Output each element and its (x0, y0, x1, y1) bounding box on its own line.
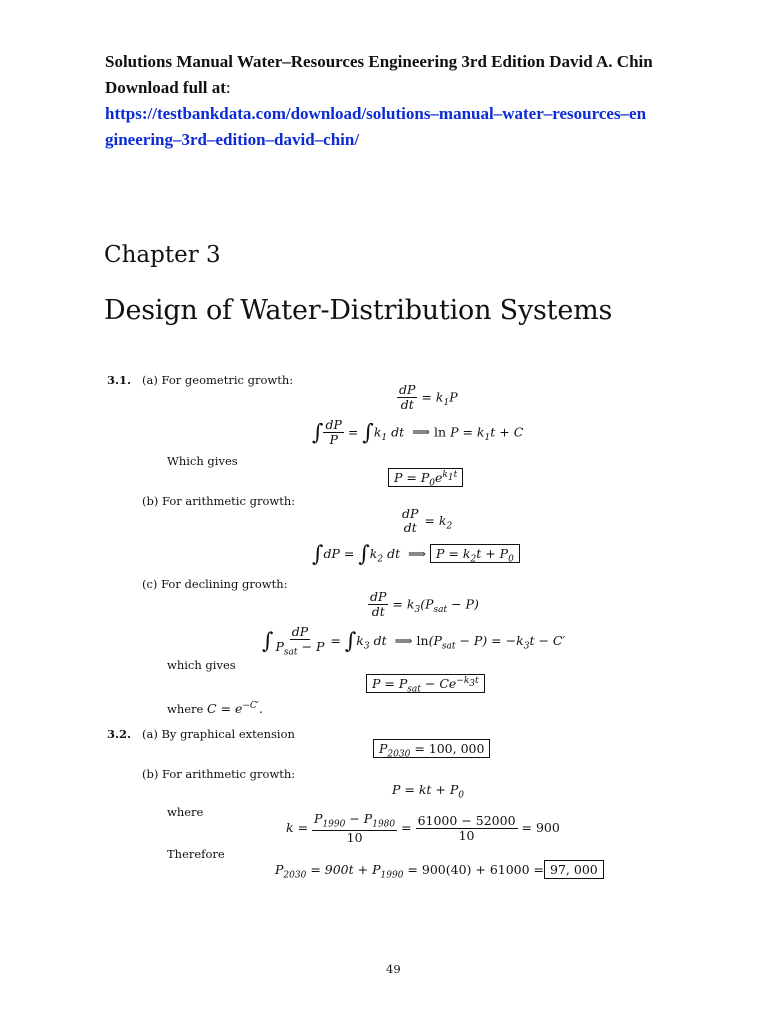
problem-3-1-number: 3.1. (107, 373, 132, 387)
eq-arithmetic-integral: $\int dP = \int k_2$ dt ⟹ $P = k_2t + P_0$ (312, 542, 520, 567)
page-number: 49 (386, 962, 401, 976)
eq-geometric-result: $P = P_0e^{k_1t}$ (388, 470, 463, 489)
chapter-title: Design of Water-Distribution Systems (104, 295, 613, 326)
eq-geometric-integral: ∫ $\frac{dP}{P}$ = $\int k_1$ dt ⟹ $\ln P = k_1t + C$ (312, 417, 524, 448)
eq-declining-rate: $\frac{dP}{dt}$ = $k_3(P_{sat} - P)$ (370, 589, 479, 620)
problem-3-1-c-note: which gives (167, 658, 236, 672)
eq-graphical-result: $P_{2030} = 100$, 000 (373, 741, 490, 760)
eq-geometric-rate: $\frac{dP}{dt}$ = $k_1P$ (399, 382, 458, 413)
download-colon: : (225, 78, 231, 97)
problem-3-1-a-label: (a) For geometric growth: (142, 373, 294, 387)
problem-3-2-a-label: (a) By graphical extension (142, 727, 295, 741)
problem-3-1-c-where: where $C = e^{-C'}$. (167, 701, 263, 717)
problem-3-1-c-label: (c) For declining growth: (142, 577, 288, 591)
eq-arithmetic-model: P = kt + $P_0$ (392, 782, 465, 801)
download-label: Download full at (105, 78, 226, 97)
problem-3-2-b-where: where (167, 805, 204, 819)
download-header-line2 (105, 78, 231, 98)
problem-3-2-number: 3.2. (107, 727, 132, 741)
download-link-line2[interactable]: gineering–3rd–edition–david–chin/ (105, 130, 360, 149)
eq-arithmetic-rate: dP dt = $k_2$ (402, 506, 453, 536)
chapter-number: Chapter 3 (104, 242, 221, 268)
eq-k-calculation: k = $\frac{P_{1990} - P_{1980}}{10}$ = $\frac{61000 - 52000}{10}$ = 900 (286, 811, 560, 845)
eq-declining-integral: ∫ $\frac{dP}{P_{sat} - P}$ = $\int k_3$ dt ⟹ $\ln(P_{sat} - P) = -k_3t - C'$ (262, 624, 566, 658)
download-header-line1: Solutions Manual Water–Resources Engineering 3rd Edition David A. Chin (105, 52, 653, 71)
problem-3-1-b-label: (b) For arithmetic growth: (142, 494, 296, 508)
eq-c-definition: $C = e^{-C'}$. (207, 701, 263, 717)
eq-declining-result: $P = P_{sat} - Ce^{-k_3t}$ (366, 676, 485, 695)
download-link-line1[interactable]: https://testbankdata.com/download/solutions–manual–water–resources–en (105, 104, 647, 123)
problem-3-2-b-label: (b) For arithmetic growth: (142, 767, 296, 781)
problem-3-1-a-note: Which gives (167, 454, 238, 468)
eq-arithmetic-result: $P_{2030} = 900t + P_{1990} = 900(40) + 61000 = 97$, 000 (275, 862, 604, 881)
problem-3-2-b-therefore: Therefore (167, 847, 225, 861)
